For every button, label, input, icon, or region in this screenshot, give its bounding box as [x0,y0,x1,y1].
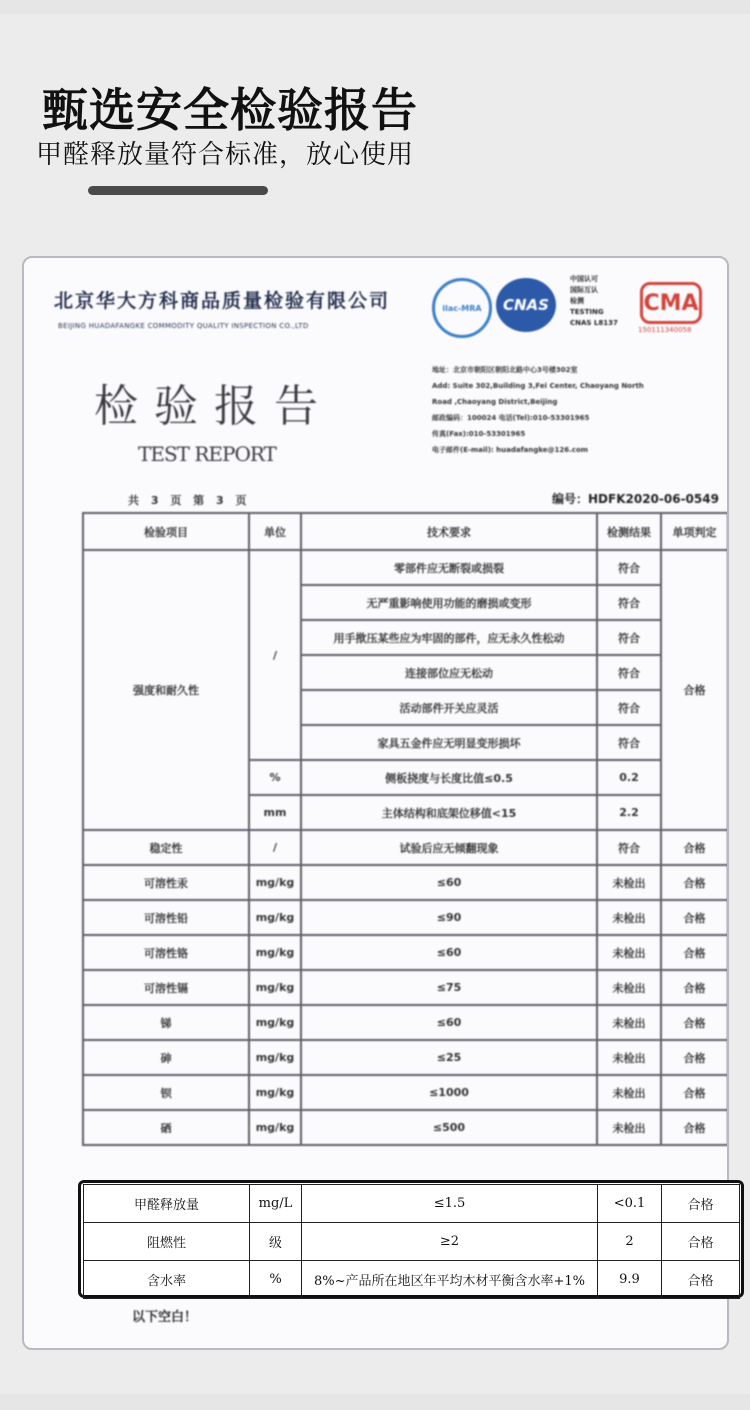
testing-line: 国际互认 [570,286,598,294]
requirement-cell: ≤1.5 [302,1185,598,1223]
result-cell: 符合 [597,620,661,655]
unit-cell: mg/kg [249,1005,301,1040]
unit-cell: mg/kg [249,865,301,900]
ilac-mra-logo: ilac-MRA [432,278,492,338]
address-line: Road ,Chaoyang District,Beijing [432,398,558,406]
verdict-cell: 合格 [661,1110,728,1145]
column-header: 单位 [249,513,301,550]
requirement-cell: ≤60 [301,935,597,970]
unit-cell: 级 [250,1223,302,1261]
cma-number: 150111340058 [638,326,692,334]
table-row [83,970,728,1005]
testing-line: TESTING [570,308,604,316]
verdict-cell: 合格 [661,1075,728,1110]
focus-rows [84,1185,740,1299]
verdict-cell: 合格 [661,935,728,970]
table-row [84,1261,740,1299]
unit-cell: / [249,830,301,865]
table-row [83,550,728,585]
verdict-cell: 合格 [662,1223,740,1261]
verdict-cell: 合格 [661,550,728,830]
verdict-cell: 合格 [661,830,728,865]
page-title: 甄选安全检验报告 [42,83,418,137]
table-row [83,935,728,970]
requirement-cell: ≥2 [302,1223,598,1261]
page-info: 共 3 页 第 3 页 [128,494,251,507]
cma-logo: CMA [640,282,702,324]
result-cell: 符合 [597,550,661,585]
report-title-en: TEST REPORT [138,442,276,466]
result-cell: 未检出 [597,865,661,900]
item-cell: 可溶性汞 [83,865,249,900]
table-row [84,1223,740,1261]
result-cell: 未检出 [597,1075,661,1110]
requirement-cell: ≤60 [301,865,597,900]
verdict-cell: 合格 [661,900,728,935]
unit-cell: % [249,760,301,795]
column-header: 技术要求 [301,513,597,550]
table-row [83,1110,728,1145]
result-cell: 符合 [597,690,661,725]
requirement-cell: 试验后应无倾翻现象 [301,830,597,865]
testing-accreditation-text [570,274,618,329]
item-cell: 钡 [83,1075,249,1110]
unit-cell: mm [249,795,301,830]
cnas-logo: CNAS [496,278,556,332]
requirement-cell: 活动部件开关应灵活 [301,690,597,725]
address-line: 电子邮件(E-mail): huadafangke@126.com [432,446,589,454]
testing-line: CNAS L8137 [570,319,618,327]
requirement-cell: 零部件应无断裂或损裂 [301,550,597,585]
other-rows [83,830,728,1145]
table-row [84,1185,740,1223]
result-cell: 0.2 [597,760,661,795]
certification-logos [432,272,722,342]
item-cell: 可溶性铬 [83,935,249,970]
requirement-cell: ≤500 [301,1110,597,1145]
verdict-cell: 合格 [662,1185,740,1223]
column-header: 检验项目 [83,513,249,550]
address-line: 邮政编码：100024 电话(Tel):010-53301965 [432,414,590,422]
address-line: Add: Suite 302,Building 3,Fei Center, Chaoyang North [432,382,644,390]
unit-cell: mg/L [250,1185,302,1223]
column-header: 单项判定 [661,513,728,550]
result-cell: <0.1 [598,1185,662,1223]
company-address [432,362,722,458]
item-cell: 强度和耐久性 [83,550,249,830]
unit-cell: mg/kg [249,970,301,1005]
requirement-cell: ≤25 [301,1040,597,1075]
requirement-cell: 无严重影响使用功能的磨损或变形 [301,585,597,620]
title-underline-bar [88,186,268,195]
result-cell: 9.9 [598,1261,662,1299]
result-cell: 符合 [597,830,661,865]
blank-note: 以下空白！ [132,1310,198,1325]
column-header: 检测结果 [597,513,661,550]
result-cell: 符合 [597,655,661,690]
company-name-english: BEIJING HUADAFANGKE COMMODITY QUALITY INSPECTION CO.,LTD [58,322,309,330]
table-header-row [83,513,728,550]
requirement-cell: 连接部位应无松动 [301,655,597,690]
table-row [83,830,728,865]
company-name: 北京华大方科商品质量检验有限公司 [54,290,391,312]
table-row [83,900,728,935]
page-subtitle: 甲醛释放量符合标准，放心使用 [36,140,415,170]
requirement-cell: 侧板挠度与长度比值≤0.5 [301,760,597,795]
result-cell: 未检出 [597,1110,661,1145]
item-cell: 甲醛释放量 [84,1185,250,1223]
requirement-cell: 家具五金件应无明显变形损坏 [301,725,597,760]
item-cell: 含水率 [84,1261,250,1299]
verdict-cell: 合格 [661,865,728,900]
result-cell: 2.2 [597,795,661,830]
result-cell: 未检出 [597,970,661,1005]
table-row [83,1075,728,1110]
requirement-cell: 用手揿压某些应为牢固的部件，应无永久性松动 [301,620,597,655]
table-row [83,1005,728,1040]
unit-cell: mg/kg [249,1110,301,1145]
requirement-cell: ≤60 [301,1005,597,1040]
item-cell: 稳定性 [83,830,249,865]
table-row [83,865,728,900]
unit-cell: mg/kg [249,935,301,970]
testing-line: 检测 [570,297,584,305]
testing-line: 中国认可 [570,275,598,283]
formaldehyde-table [83,1184,740,1299]
verdict-cell: 合格 [661,970,728,1005]
unit-cell: mg/kg [249,900,301,935]
requirement-cell: ≤75 [301,970,597,1005]
verdict-cell: 合格 [661,1005,728,1040]
result-cell: 符合 [597,585,661,620]
item-cell: 可溶性铅 [83,900,249,935]
verdict-cell: 合格 [661,1040,728,1075]
unit-cell: mg/kg [249,1040,301,1075]
result-cell: 符合 [597,725,661,760]
requirement-cell: ≤1000 [301,1075,597,1110]
item-cell: 硒 [83,1110,249,1145]
item-cell: 砷 [83,1040,249,1075]
requirement-cell: ≤90 [301,900,597,935]
result-cell: 未检出 [597,1040,661,1075]
inspection-table [82,512,729,1146]
requirement-cell: 主体结构和底架位移值<15 [301,795,597,830]
item-cell: 锑 [83,1005,249,1040]
highlighted-results-table [78,1180,744,1298]
result-cell: 未检出 [597,900,661,935]
report-number: 编号：HDFK2020-06-0549 [552,492,719,506]
address-line: 传真(Fax):010-53301965 [432,430,526,438]
report-title-cn: 检验报告 [94,381,334,432]
verdict-cell: 合格 [662,1261,740,1299]
item-cell: 可溶性镉 [83,970,249,1005]
result-cell: 未检出 [597,935,661,970]
requirement-cell: 8%~产品所在地区年平均木材平衡含水率+1% [302,1261,598,1299]
unit-cell: / [249,550,301,760]
unit-cell: % [250,1261,302,1299]
address-line: 地址：北京市朝阳区朝阳北路中心3号楼302室 [432,366,578,374]
table-row [83,1040,728,1075]
result-cell: 2 [598,1223,662,1261]
item-cell: 阻燃性 [84,1223,250,1261]
result-cell: 未检出 [597,1005,661,1040]
unit-cell: mg/kg [249,1075,301,1110]
